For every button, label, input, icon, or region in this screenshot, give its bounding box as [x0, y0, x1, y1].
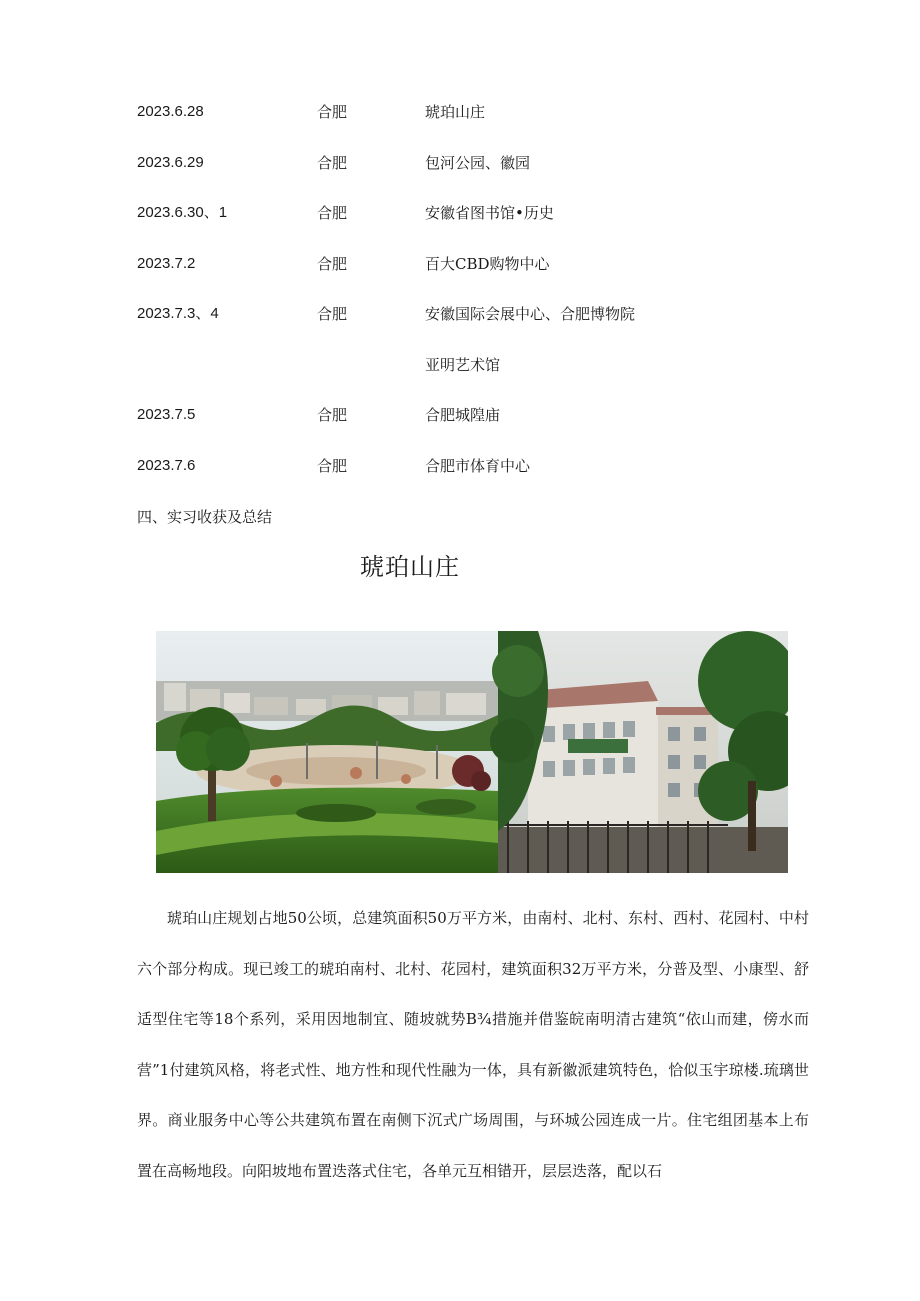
section-heading: 四、实习收获及总结: [137, 508, 273, 526]
schedule-date: 2023.6.28: [137, 103, 204, 120]
schedule-date: 2023.7.3、4: [137, 305, 219, 322]
schedule-place: 合肥市体育中心: [425, 457, 531, 475]
schedule-city: 合肥: [317, 406, 348, 424]
schedule-date: 2023.7.2: [137, 255, 196, 272]
schedule-date: 2023.7.6: [137, 457, 196, 474]
schedule-row: [0, 403, 920, 427]
photo-strip: [156, 631, 788, 873]
schedule-city: 合肥: [317, 457, 348, 475]
schedule-date: 2023.6.30、1: [137, 204, 228, 221]
schedule-place: 琥珀山庄: [425, 103, 486, 121]
schedule-row: [0, 302, 920, 326]
schedule-city: 合肥: [317, 305, 348, 323]
schedule-date: 2023.7.5: [137, 406, 196, 423]
schedule-city: 合肥: [317, 154, 348, 172]
schedule-date: 2023.6.29: [137, 154, 204, 171]
schedule-row: [0, 151, 920, 175]
schedule-place: 亚明艺术馆: [425, 356, 501, 374]
photo-left: [156, 631, 498, 873]
schedule-row: [0, 201, 920, 225]
schedule-city: 合肥: [317, 255, 348, 273]
schedule-place: 安徽国际会展中心、合肥博物院: [425, 305, 636, 323]
schedule-place: 包河公园、徽园: [425, 154, 531, 172]
body-paragraph: 琥珀山庄规划占地50公顷，总建筑面积50万平方米，由南村、北村、东村、西村、花园村、中村六个部分构成。现已竣工的琥珀南村、北村、花园村，建筑面积32万平方米，分普及型、小康型、舒适型住宅等18个系列，采用因地制宜、随坡就势B¾措施并借鉴皖南明清古建筑“依山而建，傍水而营”1付建筑风格，将老式性、地方性和现代性融为一体，具有新徽派建筑特色，恰似玉宇琼楼.琉璃世界。商业服务中心等公共建筑布置在南侧下沉式广场周围，与环城公园连成一片。住宅组团基本上布置在高畅地段。向阳坡地布置迭落式住宅，各单元互相错开，层层迭落，配以石: [137, 909, 809, 1180]
schedule-city: 合肥: [317, 103, 348, 121]
article-title: 琥珀山庄: [360, 553, 460, 581]
schedule-row: [0, 100, 920, 124]
photo-right: [490, 631, 788, 873]
schedule-row: [0, 454, 920, 478]
schedule-place: 百大CBD购物中心: [425, 255, 550, 273]
schedule-row: [0, 353, 920, 377]
schedule-place: 安徽省图书馆•历史: [425, 204, 554, 222]
schedule-city: 合肥: [317, 204, 348, 222]
schedule-row: [0, 252, 920, 276]
schedule-place: 合肥城隍庙: [425, 406, 501, 424]
